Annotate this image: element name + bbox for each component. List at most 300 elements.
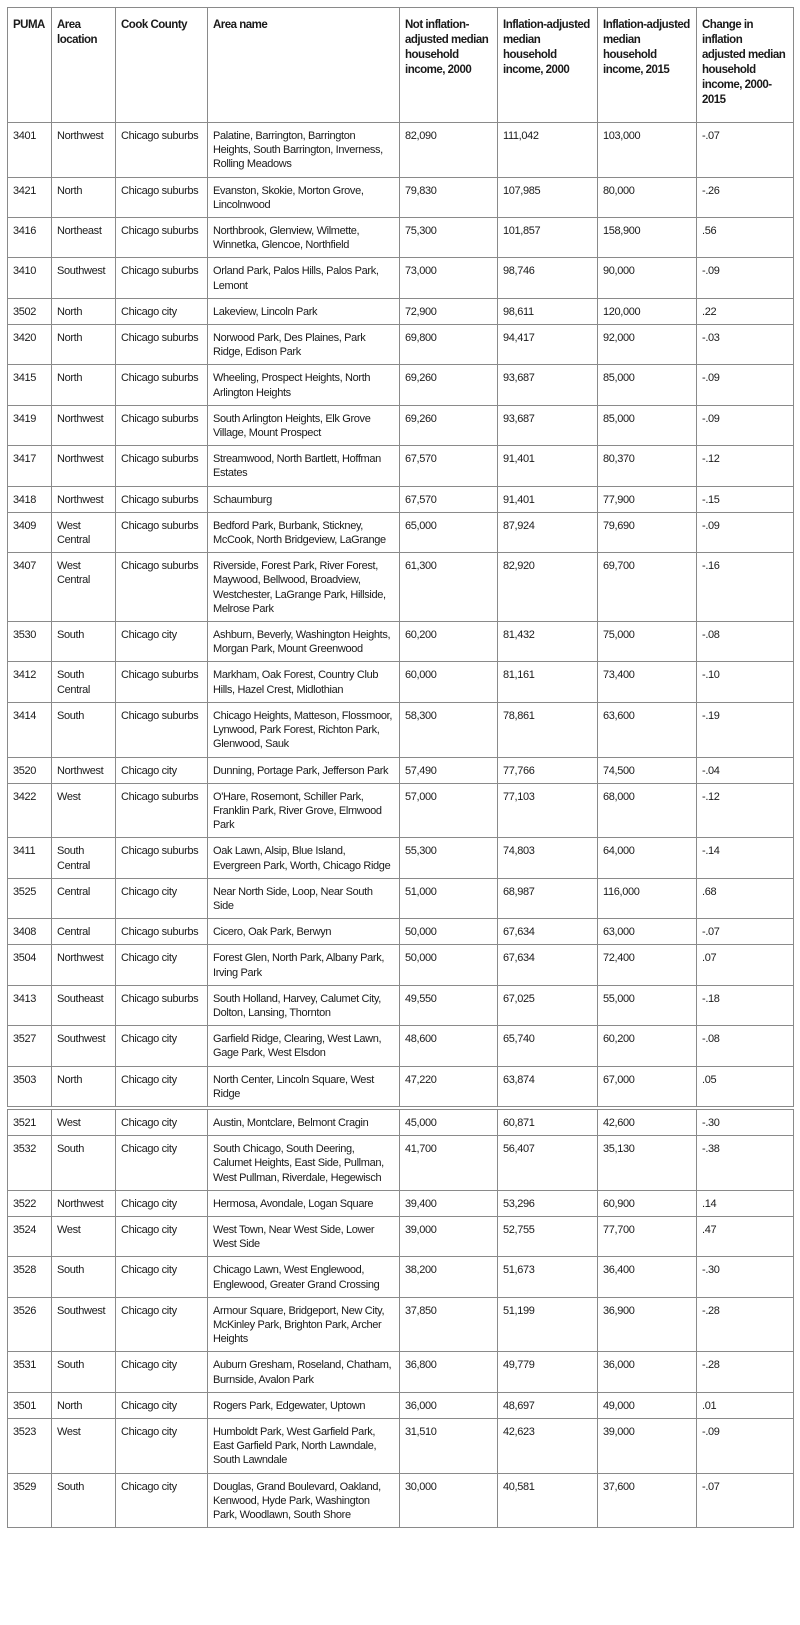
cell-adjusted-2000: 74,803 — [498, 838, 598, 878]
cell-change: -.08 — [697, 1026, 794, 1066]
cell-puma: 3416 — [8, 218, 52, 258]
cell-area-name: Streamwood, North Bartlett, Hoffman Estates — [208, 446, 400, 486]
cell-not-adjusted-2000: 60,000 — [400, 662, 498, 702]
cell-cook-county: Chicago suburbs — [116, 446, 208, 486]
cell-puma: 3503 — [8, 1066, 52, 1108]
cell-area-location: Northwest — [52, 486, 116, 512]
cell-adjusted-2000: 98,746 — [498, 258, 598, 298]
income-table — [7, 7, 794, 1528]
cell-change: -.15 — [697, 486, 794, 512]
cell-not-adjusted-2000: 79,830 — [400, 177, 498, 217]
cell-puma: 3523 — [8, 1419, 52, 1474]
cell-adjusted-2000: 101,857 — [498, 218, 598, 258]
cell-puma: 3407 — [8, 553, 52, 622]
cell-area-name: Near North Side, Loop, Near South Side — [208, 878, 400, 918]
cell-cook-county: Chicago suburbs — [116, 783, 208, 838]
cell-not-adjusted-2000: 36,800 — [400, 1352, 498, 1392]
cell-change: -.28 — [697, 1352, 794, 1392]
cell-puma: 3520 — [8, 757, 52, 783]
cell-area-location: West — [52, 783, 116, 838]
cell-area-name: South Holland, Harvey, Calumet City, Dolton, Lansing, Thornton — [208, 985, 400, 1025]
cell-not-adjusted-2000: 39,000 — [400, 1216, 498, 1256]
cell-area-name: Orland Park, Palos Hills, Palos Park, Lemont — [208, 258, 400, 298]
cell-cook-county: Chicago suburbs — [116, 123, 208, 178]
cell-area-location: West — [52, 1216, 116, 1256]
cell-area-location: South Central — [52, 662, 116, 702]
cell-cook-county: Chicago suburbs — [116, 177, 208, 217]
cell-area-location: North — [52, 1066, 116, 1108]
cell-puma: 3504 — [8, 945, 52, 985]
cell-adjusted-2015: 67,000 — [598, 1066, 697, 1108]
cell-cook-county: Chicago city — [116, 878, 208, 918]
cell-adjusted-2000: 63,874 — [498, 1066, 598, 1108]
cell-area-location: South — [52, 1136, 116, 1191]
cell-adjusted-2015: 77,900 — [598, 486, 697, 512]
cell-adjusted-2000: 93,687 — [498, 365, 598, 405]
cell-adjusted-2015: 36,000 — [598, 1352, 697, 1392]
table-row — [8, 1216, 794, 1256]
cell-adjusted-2015: 75,000 — [598, 622, 697, 662]
cell-change: -.12 — [697, 446, 794, 486]
cell-puma: 3525 — [8, 878, 52, 918]
cell-puma: 3529 — [8, 1473, 52, 1528]
cell-puma: 3413 — [8, 985, 52, 1025]
cell-not-adjusted-2000: 67,570 — [400, 486, 498, 512]
cell-adjusted-2000: 77,766 — [498, 757, 598, 783]
cell-adjusted-2015: 73,400 — [598, 662, 697, 702]
table-row — [8, 1352, 794, 1392]
cell-area-name: Armour Square, Bridgeport, New City, McKinley Park, Brighton Park, Archer Heights — [208, 1297, 400, 1352]
cell-puma: 3422 — [8, 783, 52, 838]
table-row — [8, 1190, 794, 1216]
cell-not-adjusted-2000: 57,490 — [400, 757, 498, 783]
cell-not-adjusted-2000: 55,300 — [400, 838, 498, 878]
table-row — [8, 512, 794, 552]
cell-puma: 3531 — [8, 1352, 52, 1392]
cell-area-name: Riverside, Forest Park, River Forest, Maywood, Bellwood, Broadview, Westchester, LaGrange Park, Hillside, Melrose Park — [208, 553, 400, 622]
table-row — [8, 177, 794, 217]
cell-area-name: Humboldt Park, West Garfield Park, East Garfield Park, North Lawndale, South Lawndale — [208, 1419, 400, 1474]
cell-adjusted-2000: 94,417 — [498, 325, 598, 365]
table-row — [8, 1066, 794, 1108]
cell-puma: 3526 — [8, 1297, 52, 1352]
cell-area-name: Evanston, Skokie, Morton Grove, Lincolnwood — [208, 177, 400, 217]
cell-adjusted-2015: 74,500 — [598, 757, 697, 783]
table-row — [8, 783, 794, 838]
cell-change: -.04 — [697, 757, 794, 783]
table-row — [8, 702, 794, 757]
cell-not-adjusted-2000: 31,510 — [400, 1419, 498, 1474]
cell-cook-county: Chicago city — [116, 945, 208, 985]
cell-area-location: Southeast — [52, 985, 116, 1025]
cell-puma: 3524 — [8, 1216, 52, 1256]
cell-area-name: Ashburn, Beverly, Washington Heights, Morgan Park, Mount Greenwood — [208, 622, 400, 662]
cell-adjusted-2000: 68,987 — [498, 878, 598, 918]
cell-puma: 3521 — [8, 1108, 52, 1136]
cell-cook-county: Chicago suburbs — [116, 258, 208, 298]
table-row — [8, 123, 794, 178]
cell-area-name: Markham, Oak Forest, Country Club Hills, Hazel Crest, Midlothian — [208, 662, 400, 702]
cell-cook-county: Chicago suburbs — [116, 985, 208, 1025]
header-row — [8, 8, 794, 123]
header-cook-county: Cook County — [116, 8, 208, 123]
cell-area-name: Cicero, Oak Park, Berwyn — [208, 919, 400, 945]
cell-adjusted-2000: 93,687 — [498, 405, 598, 445]
table-row — [8, 258, 794, 298]
table-row — [8, 1392, 794, 1418]
cell-not-adjusted-2000: 73,000 — [400, 258, 498, 298]
cell-not-adjusted-2000: 41,700 — [400, 1136, 498, 1191]
cell-adjusted-2000: 51,673 — [498, 1257, 598, 1297]
table-row — [8, 486, 794, 512]
cell-adjusted-2000: 107,985 — [498, 177, 598, 217]
cell-area-location: South — [52, 1473, 116, 1528]
table-row — [8, 1419, 794, 1474]
cell-puma: 3401 — [8, 123, 52, 178]
cell-area-name: South Chicago, South Deering, Calumet Heights, East Side, Pullman, West Pullman, Riverdale, Hegewisch — [208, 1136, 400, 1191]
cell-area-name: West Town, Near West Side, Lower West Side — [208, 1216, 400, 1256]
table-row — [8, 446, 794, 486]
cell-adjusted-2000: 53,296 — [498, 1190, 598, 1216]
cell-area-location: South — [52, 702, 116, 757]
cell-adjusted-2000: 78,861 — [498, 702, 598, 757]
cell-puma: 3530 — [8, 622, 52, 662]
cell-area-location: South — [52, 1352, 116, 1392]
cell-adjusted-2015: 55,000 — [598, 985, 697, 1025]
cell-adjusted-2015: 69,700 — [598, 553, 697, 622]
cell-area-name: Douglas, Grand Boulevard, Oakland, Kenwood, Hyde Park, Washington Park, Woodlawn, South Shore — [208, 1473, 400, 1528]
cell-area-location: South — [52, 622, 116, 662]
cell-change: -.03 — [697, 325, 794, 365]
table-row — [8, 622, 794, 662]
cell-cook-county: Chicago suburbs — [116, 553, 208, 622]
cell-adjusted-2000: 111,042 — [498, 123, 598, 178]
cell-change: .47 — [697, 1216, 794, 1256]
cell-area-location: Northwest — [52, 1190, 116, 1216]
cell-change: -.09 — [697, 365, 794, 405]
cell-not-adjusted-2000: 67,570 — [400, 446, 498, 486]
cell-puma: 3501 — [8, 1392, 52, 1418]
cell-change: -.16 — [697, 553, 794, 622]
cell-adjusted-2015: 77,700 — [598, 1216, 697, 1256]
cell-not-adjusted-2000: 49,550 — [400, 985, 498, 1025]
cell-puma: 3420 — [8, 325, 52, 365]
cell-cook-county: Chicago city — [116, 298, 208, 324]
cell-area-location: South Central — [52, 838, 116, 878]
cell-adjusted-2015: 92,000 — [598, 325, 697, 365]
cell-not-adjusted-2000: 38,200 — [400, 1257, 498, 1297]
cell-adjusted-2015: 85,000 — [598, 405, 697, 445]
table-row — [8, 878, 794, 918]
cell-change: -.30 — [697, 1257, 794, 1297]
cell-change: -.07 — [697, 919, 794, 945]
cell-cook-county: Chicago city — [116, 1473, 208, 1528]
cell-not-adjusted-2000: 69,260 — [400, 405, 498, 445]
table-row — [8, 298, 794, 324]
cell-puma: 3421 — [8, 177, 52, 217]
cell-puma: 3418 — [8, 486, 52, 512]
cell-adjusted-2015: 60,200 — [598, 1026, 697, 1066]
cell-adjusted-2000: 77,103 — [498, 783, 598, 838]
cell-area-name: South Arlington Heights, Elk Grove Village, Mount Prospect — [208, 405, 400, 445]
cell-adjusted-2015: 72,400 — [598, 945, 697, 985]
cell-adjusted-2000: 82,920 — [498, 553, 598, 622]
cell-area-location: Southwest — [52, 1297, 116, 1352]
cell-adjusted-2015: 158,900 — [598, 218, 697, 258]
cell-change: -.14 — [697, 838, 794, 878]
cell-area-location: Northwest — [52, 945, 116, 985]
cell-change: -.12 — [697, 783, 794, 838]
cell-not-adjusted-2000: 37,850 — [400, 1297, 498, 1352]
cell-adjusted-2000: 91,401 — [498, 486, 598, 512]
cell-cook-county: Chicago city — [116, 1257, 208, 1297]
cell-change: -.18 — [697, 985, 794, 1025]
table-row — [8, 553, 794, 622]
cell-puma: 3522 — [8, 1190, 52, 1216]
cell-area-name: Chicago Heights, Matteson, Flossmoor, Lynwood, Park Forest, Richton Park, Glenwood, Sauk — [208, 702, 400, 757]
cell-area-location: Northwest — [52, 446, 116, 486]
cell-change: .68 — [697, 878, 794, 918]
cell-not-adjusted-2000: 51,000 — [400, 878, 498, 918]
cell-cook-county: Chicago city — [116, 1216, 208, 1256]
cell-cook-county: Chicago city — [116, 1190, 208, 1216]
cell-change: .22 — [697, 298, 794, 324]
cell-adjusted-2015: 120,000 — [598, 298, 697, 324]
cell-area-location: North — [52, 298, 116, 324]
cell-not-adjusted-2000: 50,000 — [400, 945, 498, 985]
cell-change: -.19 — [697, 702, 794, 757]
cell-adjusted-2000: 67,634 — [498, 919, 598, 945]
cell-area-name: Wheeling, Prospect Heights, North Arlington Heights — [208, 365, 400, 405]
cell-change: -.09 — [697, 405, 794, 445]
cell-puma: 3412 — [8, 662, 52, 702]
cell-adjusted-2000: 81,161 — [498, 662, 598, 702]
cell-cook-county: Chicago city — [116, 1297, 208, 1352]
table-row — [8, 405, 794, 445]
cell-cook-county: Chicago suburbs — [116, 325, 208, 365]
cell-change: -.10 — [697, 662, 794, 702]
cell-change: .14 — [697, 1190, 794, 1216]
cell-puma: 3409 — [8, 512, 52, 552]
cell-change: .01 — [697, 1392, 794, 1418]
cell-adjusted-2000: 67,025 — [498, 985, 598, 1025]
cell-adjusted-2015: 80,370 — [598, 446, 697, 486]
cell-area-location: West — [52, 1108, 116, 1136]
cell-adjusted-2015: 36,900 — [598, 1297, 697, 1352]
cell-adjusted-2015: 63,600 — [598, 702, 697, 757]
cell-adjusted-2015: 68,000 — [598, 783, 697, 838]
cell-area-name: Rogers Park, Edgewater, Uptown — [208, 1392, 400, 1418]
cell-area-name: Schaumburg — [208, 486, 400, 512]
cell-puma: 3528 — [8, 1257, 52, 1297]
cell-adjusted-2015: 79,690 — [598, 512, 697, 552]
header-not-adjusted-2000: Not inflation-adjusted median household income, 2000 — [400, 8, 498, 123]
cell-not-adjusted-2000: 82,090 — [400, 123, 498, 178]
cell-adjusted-2015: 35,130 — [598, 1136, 697, 1191]
cell-area-name: Oak Lawn, Alsip, Blue Island, Evergreen Park, Worth, Chicago Ridge — [208, 838, 400, 878]
cell-adjusted-2015: 63,000 — [598, 919, 697, 945]
cell-cook-county: Chicago suburbs — [116, 662, 208, 702]
cell-area-location: Northwest — [52, 405, 116, 445]
cell-not-adjusted-2000: 36,000 — [400, 1392, 498, 1418]
cell-area-name: Garfield Ridge, Clearing, West Lawn, Gage Park, West Elsdon — [208, 1026, 400, 1066]
cell-area-location: Southwest — [52, 258, 116, 298]
cell-adjusted-2015: 42,600 — [598, 1108, 697, 1136]
cell-area-location: North — [52, 325, 116, 365]
cell-puma: 3419 — [8, 405, 52, 445]
cell-cook-county: Chicago city — [116, 1136, 208, 1191]
cell-not-adjusted-2000: 45,000 — [400, 1108, 498, 1136]
cell-cook-county: Chicago city — [116, 1066, 208, 1108]
cell-not-adjusted-2000: 75,300 — [400, 218, 498, 258]
cell-adjusted-2000: 48,697 — [498, 1392, 598, 1418]
table-row — [8, 1136, 794, 1191]
cell-change: .05 — [697, 1066, 794, 1108]
header-area-location: Area location — [52, 8, 116, 123]
cell-cook-county: Chicago suburbs — [116, 512, 208, 552]
cell-puma: 3411 — [8, 838, 52, 878]
cell-puma: 3408 — [8, 919, 52, 945]
cell-change: -.07 — [697, 1473, 794, 1528]
cell-cook-county: Chicago city — [116, 1392, 208, 1418]
cell-change: -.09 — [697, 258, 794, 298]
cell-adjusted-2015: 39,000 — [598, 1419, 697, 1474]
cell-change: .07 — [697, 945, 794, 985]
table-row — [8, 838, 794, 878]
table-row — [8, 1108, 794, 1136]
cell-adjusted-2000: 40,581 — [498, 1473, 598, 1528]
cell-adjusted-2015: 80,000 — [598, 177, 697, 217]
cell-adjusted-2000: 67,634 — [498, 945, 598, 985]
cell-puma: 3532 — [8, 1136, 52, 1191]
table-row — [8, 919, 794, 945]
cell-adjusted-2000: 87,924 — [498, 512, 598, 552]
cell-area-name: Austin, Montclare, Belmont Cragin — [208, 1108, 400, 1136]
cell-not-adjusted-2000: 30,000 — [400, 1473, 498, 1528]
cell-area-name: O'Hare, Rosemont, Schiller Park, Franklin Park, River Grove, Elmwood Park — [208, 783, 400, 838]
cell-area-location: North — [52, 177, 116, 217]
cell-change: -.08 — [697, 622, 794, 662]
cell-change: -.38 — [697, 1136, 794, 1191]
cell-cook-county: Chicago suburbs — [116, 919, 208, 945]
cell-puma: 3415 — [8, 365, 52, 405]
cell-not-adjusted-2000: 50,000 — [400, 919, 498, 945]
cell-adjusted-2000: 91,401 — [498, 446, 598, 486]
cell-area-name: Chicago Lawn, West Englewood, Englewood, Greater Grand Crossing — [208, 1257, 400, 1297]
table-row — [8, 1297, 794, 1352]
cell-adjusted-2000: 42,623 — [498, 1419, 598, 1474]
header-adjusted-2015: Inflation-adjusted median household income, 2015 — [598, 8, 697, 123]
header-adjusted-2000: Inflation-adjusted median household income, 2000 — [498, 8, 598, 123]
table-row — [8, 365, 794, 405]
cell-not-adjusted-2000: 47,220 — [400, 1066, 498, 1108]
cell-area-name: Bedford Park, Burbank, Stickney, McCook, North Bridgeview, LaGrange — [208, 512, 400, 552]
cell-area-location: Southwest — [52, 1026, 116, 1066]
table-row — [8, 757, 794, 783]
header-puma: PUMA — [8, 8, 52, 123]
table-row — [8, 218, 794, 258]
cell-area-location: West Central — [52, 553, 116, 622]
cell-puma: 3417 — [8, 446, 52, 486]
cell-adjusted-2015: 49,000 — [598, 1392, 697, 1418]
cell-change: -.28 — [697, 1297, 794, 1352]
cell-not-adjusted-2000: 57,000 — [400, 783, 498, 838]
cell-not-adjusted-2000: 72,900 — [400, 298, 498, 324]
header-change: Change in inflation adjusted median household income, 2000-2015 — [697, 8, 794, 123]
cell-change: -.30 — [697, 1108, 794, 1136]
cell-adjusted-2000: 65,740 — [498, 1026, 598, 1066]
cell-area-location: Northeast — [52, 218, 116, 258]
cell-not-adjusted-2000: 61,300 — [400, 553, 498, 622]
cell-area-name: Dunning, Portage Park, Jefferson Park — [208, 757, 400, 783]
cell-puma: 3527 — [8, 1026, 52, 1066]
cell-puma: 3410 — [8, 258, 52, 298]
cell-adjusted-2015: 85,000 — [598, 365, 697, 405]
table-row — [8, 325, 794, 365]
cell-not-adjusted-2000: 65,000 — [400, 512, 498, 552]
table-header — [8, 8, 794, 123]
cell-area-name: Northbrook, Glenview, Wilmette, Winnetka, Glencoe, Northfield — [208, 218, 400, 258]
cell-area-location: Northwest — [52, 123, 116, 178]
table-row — [8, 1257, 794, 1297]
cell-area-name: Lakeview, Lincoln Park — [208, 298, 400, 324]
cell-cook-county: Chicago city — [116, 1026, 208, 1066]
cell-cook-county: Chicago suburbs — [116, 838, 208, 878]
cell-area-location: Central — [52, 919, 116, 945]
cell-area-location: North — [52, 1392, 116, 1418]
cell-adjusted-2015: 64,000 — [598, 838, 697, 878]
cell-adjusted-2000: 98,611 — [498, 298, 598, 324]
cell-area-location: Central — [52, 878, 116, 918]
cell-adjusted-2000: 81,432 — [498, 622, 598, 662]
cell-cook-county: Chicago suburbs — [116, 486, 208, 512]
cell-adjusted-2015: 36,400 — [598, 1257, 697, 1297]
cell-adjusted-2015: 37,600 — [598, 1473, 697, 1528]
cell-cook-county: Chicago suburbs — [116, 218, 208, 258]
cell-adjusted-2015: 90,000 — [598, 258, 697, 298]
cell-change: -.26 — [697, 177, 794, 217]
table-body — [8, 123, 794, 1528]
cell-adjusted-2000: 56,407 — [498, 1136, 598, 1191]
cell-adjusted-2000: 60,871 — [498, 1108, 598, 1136]
cell-cook-county: Chicago suburbs — [116, 702, 208, 757]
table-row — [8, 985, 794, 1025]
cell-change: -.09 — [697, 1419, 794, 1474]
cell-adjusted-2000: 52,755 — [498, 1216, 598, 1256]
cell-area-location: West — [52, 1419, 116, 1474]
cell-change: -.09 — [697, 512, 794, 552]
cell-area-name: Hermosa, Avondale, Logan Square — [208, 1190, 400, 1216]
cell-area-name: North Center, Lincoln Square, West Ridge — [208, 1066, 400, 1108]
cell-area-location: West Central — [52, 512, 116, 552]
table-row — [8, 662, 794, 702]
cell-adjusted-2015: 60,900 — [598, 1190, 697, 1216]
table-row — [8, 1473, 794, 1528]
cell-area-name: Auburn Gresham, Roseland, Chatham, Burnside, Avalon Park — [208, 1352, 400, 1392]
cell-cook-county: Chicago suburbs — [116, 405, 208, 445]
cell-cook-county: Chicago city — [116, 1419, 208, 1474]
cell-area-name: Palatine, Barrington, Barrington Heights, South Barrington, Inverness, Rolling Meadows — [208, 123, 400, 178]
cell-change: -.07 — [697, 123, 794, 178]
cell-not-adjusted-2000: 48,600 — [400, 1026, 498, 1066]
cell-cook-county: Chicago city — [116, 1352, 208, 1392]
cell-area-location: Northwest — [52, 757, 116, 783]
cell-not-adjusted-2000: 69,800 — [400, 325, 498, 365]
cell-area-name: Norwood Park, Des Plaines, Park Ridge, Edison Park — [208, 325, 400, 365]
cell-not-adjusted-2000: 39,400 — [400, 1190, 498, 1216]
cell-adjusted-2000: 49,779 — [498, 1352, 598, 1392]
cell-not-adjusted-2000: 60,200 — [400, 622, 498, 662]
